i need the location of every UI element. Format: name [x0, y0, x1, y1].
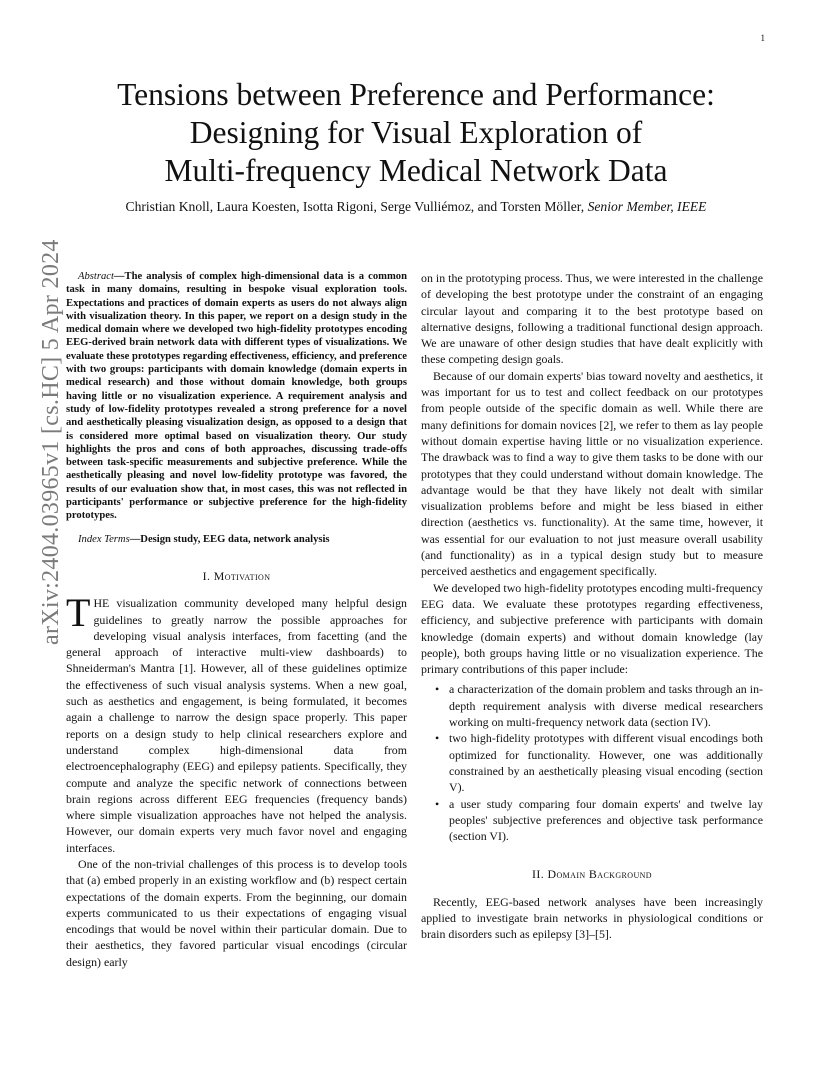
index-terms-text: —Design study, EEG data, network analysis [129, 533, 330, 545]
domain-background-paragraph-1: Recently, EEG-based network analyses have been increasingly applied to investigate brain networks in physiological conditions or brain disorders such as epilepsy [3]–[5]. [421, 894, 763, 942]
index-terms-label: Index Terms [78, 533, 130, 545]
abstract [66, 270, 407, 523]
arxiv-identifier-stamp[interactable]: arXiv:2404.03965v1 [cs.HC] 5 Apr 2024 [38, 239, 64, 645]
paper-title [66, 76, 766, 190]
title-line-1: Tensions between Preference and Performance: [117, 77, 715, 112]
index-terms [66, 533, 407, 546]
author-list [66, 199, 766, 215]
author-member-title: Senior Member, IEEE [587, 199, 707, 214]
drop-cap: T [66, 590, 91, 636]
title-line-3: Multi-frequency Medical Network Data [164, 153, 668, 188]
right-column [421, 270, 763, 943]
left-column [66, 270, 407, 970]
abstract-text: —The analysis of complex high-dimensional data is a common task in many domains, resulting in bespoke visual exploration tools. Expectations and practices of domain experts as users do not always align with visualization theory. In this paper, we report on a design study in the medical domain where we developed two high-fidelity prototypes encoding EEG-derived brain network data with different types of visualizations. We evaluate these prototypes regarding effectiveness, efficiency, and preference with two groups: participants with domain knowledge (domain experts in medical research) and those without domain knowledge, both groups having little or no visualization experience. A requirement analysis and study of low-fidelity prototypes revealed a strong preference for a novel and aesthetically pleasing visualization design, as opposed to a design that is considered more optimal based on visualization theory. Our study highlights the pros and cons of both approaches, discussing trade-offs between task-specific measurements and subjective preference. While the aesthetically pleasing and novel low-fidelity prototype was favored, the results of our evaluation show that, in most cases, this was not reflected in participants' performance or subjective preference for the high-fidelity prototypes. [66, 271, 407, 522]
page-number: 1 [760, 33, 765, 43]
motivation-paragraph-1 [66, 590, 407, 856]
contribution-item: • two high-fidelity prototypes with different visual encodings both optimized for functionality. However, one was additionally constrained by an aesthetically pleasing visual encoding (section V). [449, 730, 763, 795]
motivation-paragraph-1-text: HE visualization community developed many helpful design guidelines to greatly narrow the possible approaches for developing visual analysis interfaces, from facetting (and the general approach of interactive multi-view dashboards) to Shneiderman's Mantra [1]. However, all of these guidelines optimize the effectiveness of such visual analysis systems. When a new goal, such as aesthetics and engagement, is being formulated, it becomes again a challenge to narrow the design space properly. This paper reports on a design study to help clinical researchers explore and understand complex high-dimensional data from electroencephalography (EEG) and epilepsy patients. Specifically, they compute and analyze the specific network of connections between brain regions across different EEG frequencies (frequency bands) where simple visualization approaches have not helped the analysis. However, our domain experts very much favor novel and engaging interfaces. [66, 596, 407, 855]
motivation-paragraph-5: We developed two high-fidelity prototypes encoding multi-frequency EEG data. We evaluate these prototypes regarding effectiveness, efficiency, and subjective preference with participants with domain knowledge (domain experts) and without domain knowledge (lay people), both groups having little or no visualization experience. The primary contributions of this paper include: [421, 580, 763, 677]
motivation-paragraph-4: Because of our domain experts' bias toward novelty and aesthetics, it was important for us to test and collect feedback on our prototypes from people outside of the specific domain as well. While there are many definitions for domain novices [2], we refer to them as lay people without domain expertise having little or no visualization experience. The drawback was to find a way to give them tasks to be done with our prototypes that they could understand without domain knowledge. The advantage would be that they have likely not dealt with similar visualization problems before and might be less biased in either direction (aesthetics vs. functionality). At the same time, however, it was essential for our evaluation to not just measure overall usability (and functionality) as in a typical design study but to measure perceived aesthetics and engagement specifically. [421, 368, 763, 579]
section-heading-motivation: I. Motivation [202, 568, 271, 583]
contribution-item: • a user study comparing four domain experts' and twelve lay peoples' subjective preferences and objective task performance (section VI). [449, 796, 763, 845]
contributions-list [421, 681, 763, 844]
title-line-2: Designing for Visual Exploration of [189, 115, 643, 150]
section-heading-domain-background: II. Domain Background [532, 867, 652, 882]
author-names: Christian Knoll, Laura Koesten, Isotta Rigoni, Serge Vulliémoz, and Torsten Möller, [125, 199, 585, 214]
motivation-paragraph-3: on in the prototyping process. Thus, we were interested in the challenge of developing the best prototype under the constraint of an engaging circular layout and comparing it to the best prototype based on alternative designs, following a traditional functional design approach. We are unaware of other design studies that have dealt explicitly with these competing design goals. [421, 271, 763, 367]
motivation-paragraph-2: One of the non-trivial challenges of this process is to develop tools that (a) embed properly in an existing workflow and (b) respect certain expectations of the domain experts. From the beginning, our domain experts communicated to us their expectations of engaging visual encodings that would be novel within their particular domain. Due to their aesthetics, they favored particular visual encodings (circular design) early [66, 856, 407, 969]
contribution-item: • a characterization of the domain problem and tasks through an in-depth requirement analysis with diverse medical researchers working on multi-frequency network data (section IV). [449, 681, 763, 730]
abstract-label: Abstract [78, 271, 114, 282]
